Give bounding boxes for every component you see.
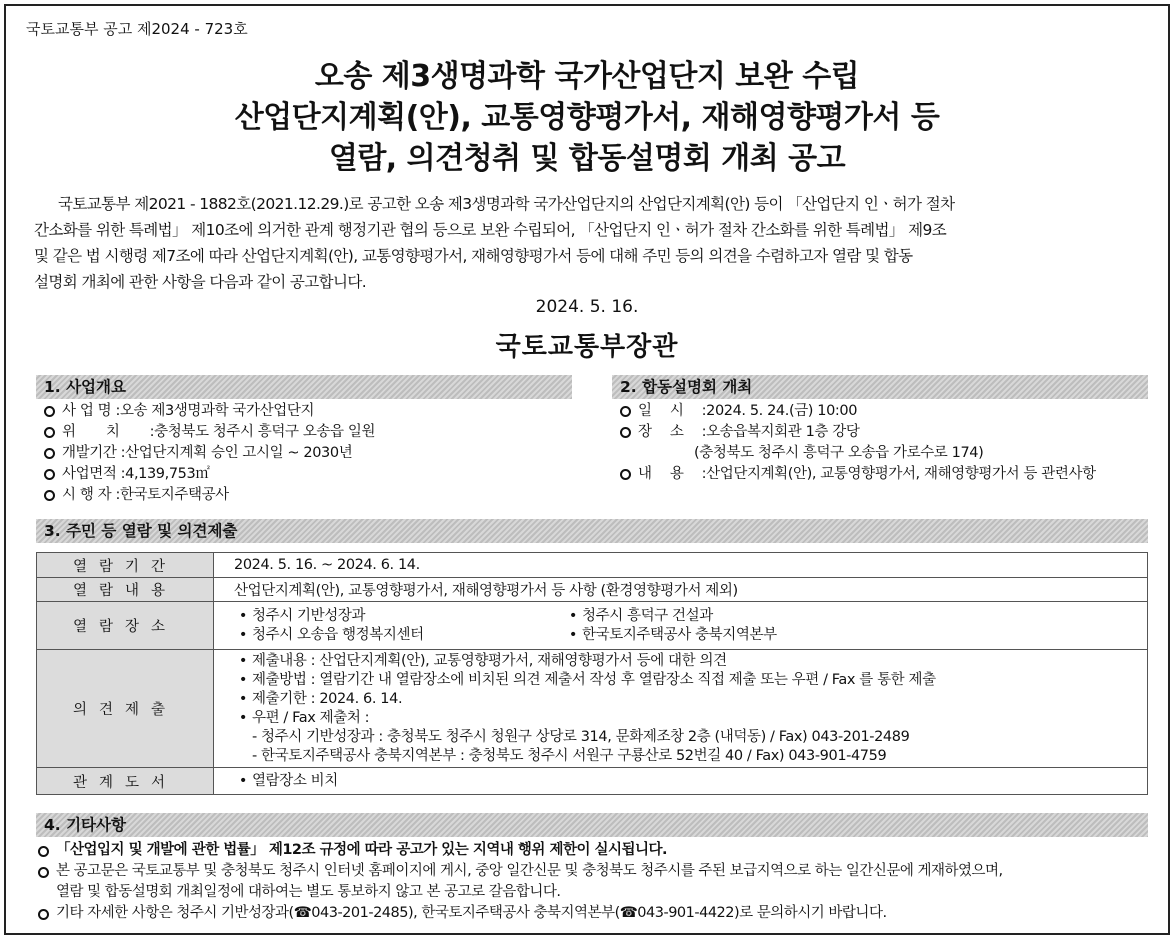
places-cell	[214, 602, 1148, 650]
opinion-text: 제출방법 : 열람기간 내 열람장소에 비치된 의견 제출서 작성 후 열람장소 직접 제출 또는 우편 / Fax 를 통한 제출	[252, 671, 936, 688]
list-item	[234, 626, 564, 645]
item-label: 내 용 :	[638, 466, 707, 482]
circle-bullet-icon	[620, 427, 631, 438]
place-name: 청주시 기반성장과	[252, 607, 366, 624]
place-name: 한국토지주택공사 충북지역본부	[582, 626, 777, 643]
row-header: 열람장소	[37, 602, 214, 650]
table-row	[37, 553, 1148, 578]
row-header: 열람기간	[37, 553, 214, 578]
opinion-text: 제출내용 : 산업단지계획(안), 교통영향평가서, 재해영향평가서 등에 대한 의견	[252, 652, 727, 669]
list-item	[40, 443, 375, 464]
list-item	[564, 626, 894, 645]
period-value: 2024. 5. 16. ~ 2024. 6. 14.	[214, 553, 1148, 578]
opinion-cell	[214, 650, 1148, 768]
dot-bullet-icon: •	[568, 607, 578, 624]
item-label: 일 시 :	[638, 403, 707, 419]
notice-date: 2024. 5. 16.	[535, 297, 639, 317]
section-3-heading	[36, 519, 1148, 543]
item-label: 시 행 자 :	[62, 487, 120, 503]
intro-line: 국토교통부 제2021 - 1882호(2021.12.29.)로 공고한 오송 제3생명과학 국가산업단지의 산업단지계획(안) 등이 「산업단지 인ㆍ허가 절차	[58, 195, 955, 213]
opinion-text: 제출기한 : 2024. 6. 14.	[252, 690, 403, 707]
section-2-list	[616, 401, 1096, 485]
section-3-heading-text: 3. 주민 등 열람 및 의견제출	[44, 522, 238, 540]
circle-bullet-icon	[44, 406, 55, 417]
section-1-heading-text: 1. 사업개요	[44, 378, 126, 396]
item-value: 4,139,753㎡	[125, 466, 210, 482]
circle-bullet-icon	[620, 406, 631, 417]
section-4-list	[36, 840, 1156, 924]
list-item	[564, 607, 894, 626]
item-value: 오송읍복지회관 1층 강당	[706, 424, 860, 440]
item-label: 위 치 :	[62, 424, 155, 440]
dot-bullet-icon: •	[238, 652, 248, 669]
list-item	[234, 607, 564, 626]
circle-bullet-icon	[38, 909, 49, 920]
dot-bullet-icon: •	[238, 690, 248, 707]
docs-value: 열람장소 비치	[252, 772, 338, 789]
item-label: 사업면적 :	[62, 466, 126, 482]
circle-bullet-icon	[44, 427, 55, 438]
row-header: 열람내용	[37, 578, 214, 602]
section-4-heading	[36, 813, 1148, 837]
place-name: 청주시 흥덕구 건설과	[582, 607, 713, 624]
item-label: 개발기간 :	[62, 445, 126, 461]
list-item-continuation	[36, 882, 1156, 903]
section-1-heading	[36, 375, 572, 399]
list-item-continuation: (충청북도 청주시 흥덕구 오송읍 가로수로 174)	[694, 445, 984, 461]
list-item	[234, 772, 1147, 791]
item-label: 사 업 명 :	[62, 403, 120, 419]
list-item	[234, 690, 1147, 709]
section-2-heading	[612, 375, 1148, 399]
item-value: 충청북도 청주시 흥덕구 오송읍 일원	[154, 424, 376, 440]
item-text: 기타 자세한 사항은 청주시 기반성장과(☎043-201-2485), 한국토지주택공사 충북지역본부(☎043-901-4422)로 문의하시기 바랍니다.	[56, 905, 887, 921]
item-value: 산업단지계획 승인 고시일 ~ 2030년	[125, 445, 353, 461]
intro-line: 간소화를 위한 특례법」 제10조에 의거한 관계 행정기관 협의 등으로 보완 수립되어, 「산업단지 인ㆍ허가 절차 간소화를 위한 특례법」 제9조	[34, 221, 947, 239]
notice-number: 국토교통부 공고 제2024 - 723호	[26, 20, 248, 38]
title-line: 산업단지계획(안), 교통영향평가서, 재해영향평가서 등	[234, 100, 940, 135]
item-label: 장 소 :	[638, 424, 707, 440]
list-item	[234, 671, 1147, 690]
submission-address: - 한국토지주택공사 충북지역본부 : 충청북도 청주시 서원구 구룡산로 52번길 40 / Fax) 043-901-4759	[252, 747, 887, 764]
item-value: 오송 제3생명과학 국가산업단지	[119, 403, 315, 419]
intro-paragraph	[34, 191, 1142, 295]
item-value: 산업단지계획(안), 교통영향평가서, 재해영향평가서 등 관련사항	[706, 466, 1096, 482]
list-item	[36, 903, 1156, 924]
content-value: 산업단지계획(안), 교통영향평가서, 재해영향평가서 등 사항 (환경영향평가서 제외)	[214, 578, 1148, 602]
intro-line: 설명회 개최에 관한 사항을 다음과 같이 공고합니다.	[34, 273, 367, 291]
list-item	[234, 709, 1147, 728]
list-item	[234, 652, 1147, 671]
list-item	[616, 401, 1096, 422]
title-line: 열람, 의견청취 및 합동설명회 개최 공고	[328, 141, 846, 176]
dot-bullet-icon: •	[238, 671, 248, 688]
item-value: 2024. 5. 24.(금) 10:00	[706, 403, 858, 419]
list-item	[616, 422, 1096, 443]
inspection-table	[36, 552, 1148, 795]
place-name: 청주시 오송읍 행정복지센터	[252, 626, 424, 643]
list-item	[40, 464, 375, 485]
row-header: 의견제출	[37, 650, 214, 768]
circle-bullet-icon	[38, 867, 49, 878]
opinion-text: 우편 / Fax 제출처 :	[252, 709, 370, 726]
item-value: 한국토지주택공사	[119, 487, 229, 503]
public-notice	[4, 4, 1170, 935]
list-item	[616, 464, 1096, 485]
notice-title	[6, 56, 1168, 179]
list-item	[40, 485, 375, 506]
dot-bullet-icon: •	[238, 772, 248, 789]
intro-line: 및 같은 법 시행령 제7조에 따라 산업단지계획(안), 교통영향평가서, 재해영향평가서 등에 대해 주민 등의 의견을 수렴하고자 열람 및 합동	[34, 247, 913, 265]
item-text: 본 공고문은 국토교통부 및 충청북도 청주시 인터넷 홈페이지에 게시, 중앙 일간신문 및 충청북도 청주시를 주된 보급지역으로 하는 일간신문에 게재하였으며,	[56, 863, 1003, 879]
dot-bullet-icon: •	[238, 626, 248, 643]
circle-bullet-icon	[38, 846, 49, 857]
item-text: 열람 및 합동설명회 개최일정에 대하여는 별도 통보하지 않고 본 공고로 갈음합니다.	[56, 884, 561, 900]
circle-bullet-icon	[620, 469, 631, 480]
row-header: 관계도서	[37, 768, 214, 795]
circle-bullet-icon	[44, 490, 55, 501]
list-item	[36, 840, 1156, 861]
title-line: 오송 제3생명과학 국가산업단지 보완 수립	[314, 59, 860, 94]
table-row	[37, 578, 1148, 602]
submission-address: - 청주시 기반성장과 : 충청북도 청주시 청원구 상당로 314, 문화제조창 2층 (내덕동) / Fax) 043-201-2489	[252, 728, 910, 745]
docs-cell	[214, 768, 1148, 795]
section-4-heading-text: 4. 기타사항	[44, 816, 126, 834]
dot-bullet-icon: •	[238, 607, 248, 624]
list-item	[36, 861, 1156, 882]
list-item	[40, 401, 375, 422]
dot-bullet-icon: •	[568, 626, 578, 643]
circle-bullet-icon	[44, 448, 55, 459]
list-item	[40, 422, 375, 443]
table-row	[37, 650, 1148, 768]
issuer-name: 국토교통부장관	[495, 332, 679, 362]
circle-bullet-icon	[44, 469, 55, 480]
section-2-heading-text: 2. 합동설명회 개최	[620, 378, 753, 396]
table-row	[37, 768, 1148, 795]
dot-bullet-icon: •	[238, 709, 248, 726]
table-row	[37, 602, 1148, 650]
section-1-list	[40, 401, 375, 506]
item-text: 「산업입지 및 개발에 관한 법률」 제12조 규정에 따라 공고가 있는 지역내 행위 제한이 실시됩니다.	[56, 842, 668, 858]
